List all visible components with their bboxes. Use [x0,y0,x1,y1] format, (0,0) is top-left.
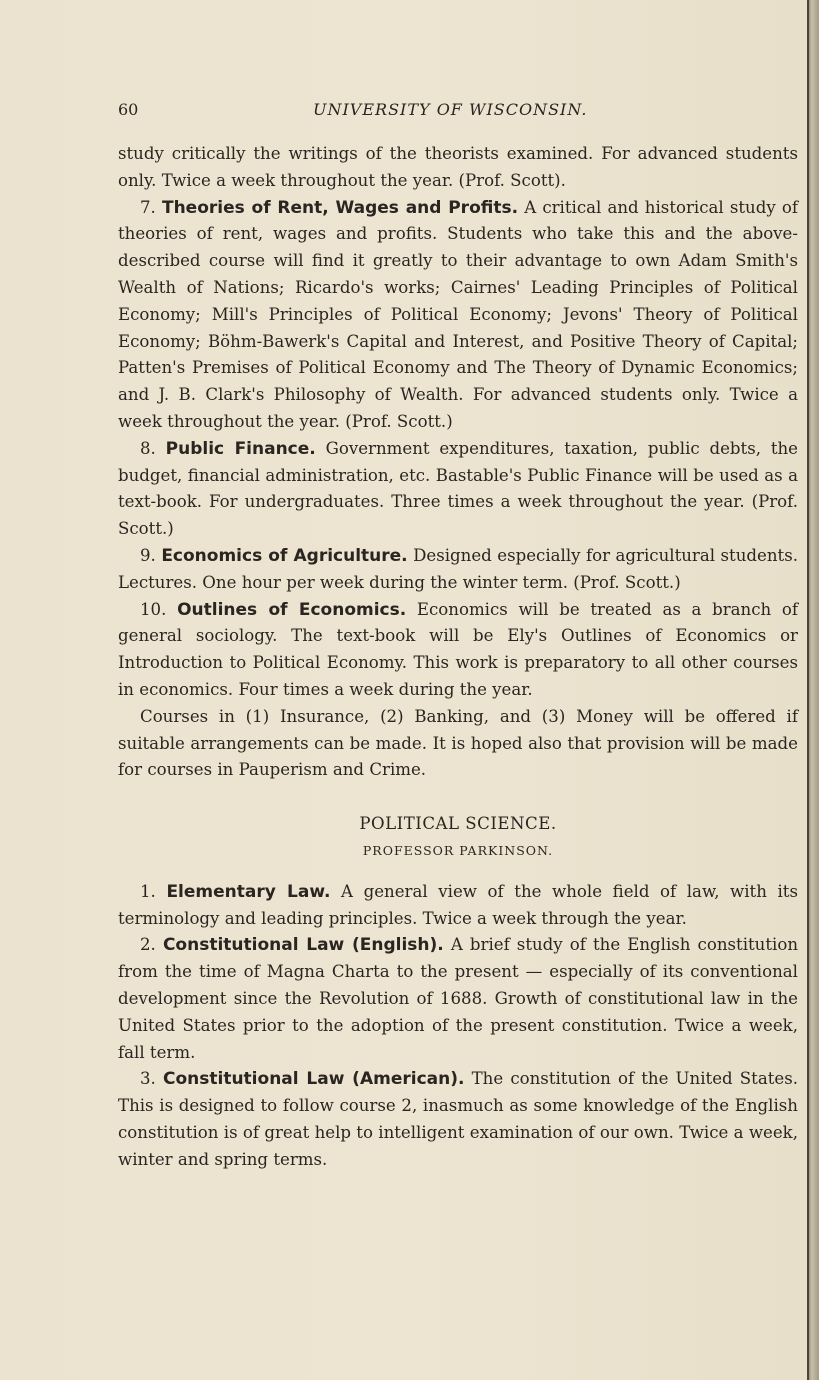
course-entry [118,436,798,543]
course-title: Public Finance. [165,438,316,459]
course-number: 1. [140,881,156,901]
professor-name: PROFESSOR PARKINSON. [362,842,554,858]
page-header [118,100,798,122]
course-entry [118,1066,798,1173]
binding-line [807,0,809,1380]
course-number: 10. [140,599,167,619]
closing-note: Courses in (1) Insurance, (2) Banking, and (3) Money will be offered if suitable arrangements can be made. It is hoped also that provision will be made for courses in Pauperism and Crime. [118,706,798,780]
course-title: Theories of Rent, Wages and Profits. [161,197,519,218]
running-head: UNIVERSITY OF WISCONSIN. [313,100,588,119]
course-entry [118,543,798,597]
course-body: Government expenditures, taxation, public debts, the budget, financial administration, etc. Bastable's Public Finance will be used as a text-book. For undergraduates. Three times a week throughout the year. (Prof. Scott.) [118,438,799,539]
course-body: The constitution of the United States. This is designed to follow course 2, inasmuch as some knowledge of the English constitution is of great help to intelligent examination of our own. Twice a week, winter and spring terms. [118,1069,798,1169]
course-body: A brief study of the English constitution from the time of Magna Charta to the present — especially of its conventional development since the Revolution of 1688. Growth of constitutional law in the United States prior to the adoption of the present constitution. Twice a week, fall term. [118,935,799,1062]
course-body: Economics will be treated as a branch of general sociology. The text-book will be Ely's Outlines of Economics or Introduction to Political Economy. This work is preparatory to all other courses in economics. Four times a week during the year. [118,599,799,699]
course-body: A critical and historical study of theories of rent, wages and profits. Students who take this and the above-described course will find it greatly to their advantage to own Adam Smith's Wealth of Nations; Ricardo's works; Cairnes' Leading Principles of Political Economy; Mill's Principles of Political Economy; Jevons' Theory of Political Economy; Böhm-Bawerk's Capital and Interest, and Positive Theory of Capital; Patten's Premises of Political Economy and The Theory of Dynamic Economics; and J. B. Clark's Philosophy of Wealth. For advanced students only. Twice a week throughout the year. (Prof. Scott.) [118,197,798,431]
course-title: Outlines of Economics. [177,599,407,620]
intro-paragraph: study critically the writings of the theorists examined. For advanced students only. Twice a week throughout the year. (Prof. Scott). [118,144,798,190]
course-title: Economics of Agriculture. [161,545,408,566]
course-number: 7. [140,197,156,217]
course-title: Constitutional Law (English). [162,935,444,956]
course-title: Elementary Law. [166,881,331,902]
page-number: 60 [118,100,139,119]
course-title: Constitutional Law (American). [163,1069,465,1090]
course-entry [118,195,798,436]
course-entry [118,597,798,704]
course-number: 2. [140,935,156,955]
course-body: A general view of the whole field of law, with its terminology and leading principles. Twice a week through the year. [118,881,798,928]
course-entry [118,932,798,1066]
course-number: 8. [140,438,156,458]
course-number: 3. [140,1069,156,1089]
section-heading: POLITICAL SCIENCE. [359,814,557,834]
course-number: 9. [140,545,156,565]
course-body: Designed especially for agricultural students. Lectures. One hour per week during the winter term. (Prof. Scott.) [118,545,798,592]
course-entry [118,879,798,933]
page-body [118,141,798,1173]
